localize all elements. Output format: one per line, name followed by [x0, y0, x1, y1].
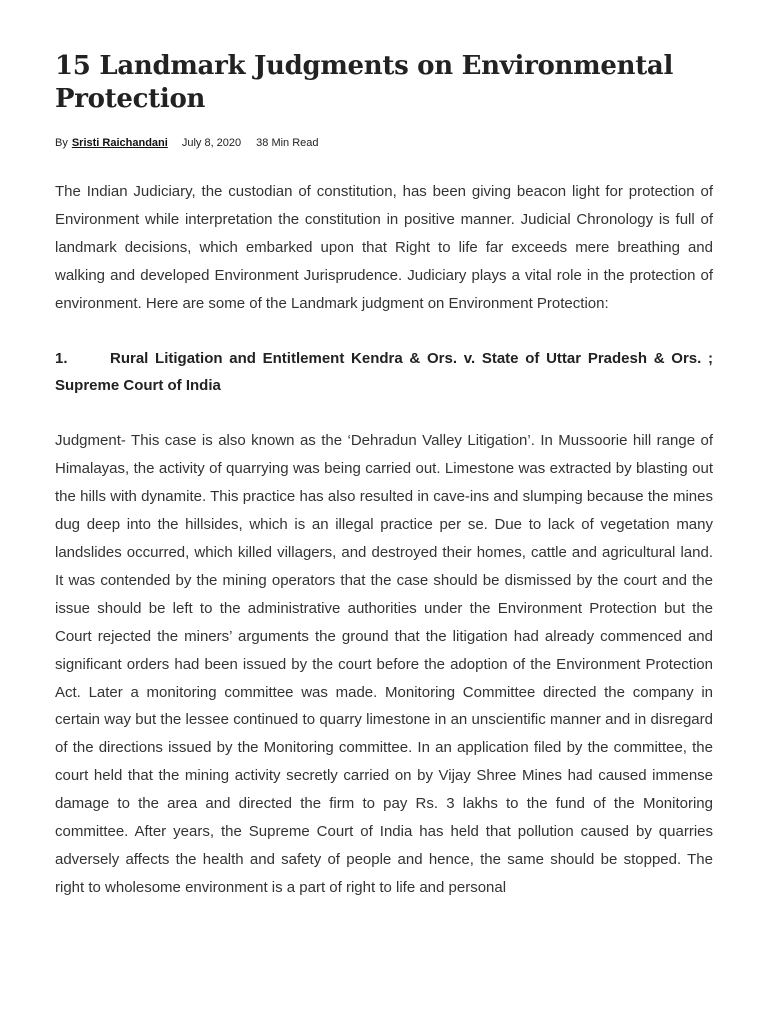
- article-title: 15 Landmark Judgments on Environmental Protection: [55, 51, 674, 114]
- section-heading: [55, 345, 713, 401]
- intro-paragraph: The Indian Judiciary, the custodian of constitution, has been giving beacon light for protection of Environment while interpretation the constitution in positive manner. Judicial Chronology is full of landmark decisions, which embarked upon that Right to life far exceeds mere breathing and walking and developed Environment Jurisprudence. Judiciary plays a vital role in the protection of environment. Here are some of the Landmark judgment on Environment Protection:: [55, 183, 713, 312]
- publish-date: July 8, 2020: [181, 137, 242, 149]
- author-link[interactable]: Sristi Raichandani: [71, 137, 168, 149]
- article: [55, 50, 713, 902]
- article-meta: [55, 136, 713, 150]
- section-heading-text: Rural Litigation and Entitlement Kendra & Ors. v. State of Uttar Pradesh & Ors. ; Supreme Court of India: [55, 349, 713, 395]
- by-label: By: [55, 137, 68, 149]
- section-number: 1.: [55, 349, 68, 367]
- judgment-paragraph: Judgment- This case is also known as the ‘Dehradun Valley Litigation’. In Mussoorie hill range of Himalayas, the activity of quarrying was being carried out. Limestone was extracted by blasting out the hills with dynamite. This practice has also resulted in cave-ins and slumping because the mines dug deep into the hillsides, which is an illegal practice per se. Due to lack of vegetation many landslides occurred, which killed villagers, and destroyed their homes, cattle and agricultural land. It was contended by the mining operators that the case should be dismissed by the court and the issue should be left to the administrative authorities under the Environment Protection but the Court rejected the miners’ arguments the ground that the litigation had already commenced and significant orders had been issued by the court before the adoption of the Environment Protection Act. Later a monitoring committee was made. Monitoring Committee directed the company in certain way but the lessee continued to quarry limestone in an unscientific manner and in disregard of the directions issued by the Monitoring committee. In an application filed by the committee, the court held that the mining activity secretly carried on by Vijay Shree Mines had caused immense damage to the area and directed the firm to pay Rs. 3 lakhs to the fund of the Monitoring committee. After years, the Supreme Court of India has held that pollution caused by quarries adversely affects the health and safety of people and hence, the same should be stopped. The right to wholesome environment is a part of right to life and personal: [55, 432, 713, 896]
- read-time: 38 Min Read: [256, 137, 319, 149]
